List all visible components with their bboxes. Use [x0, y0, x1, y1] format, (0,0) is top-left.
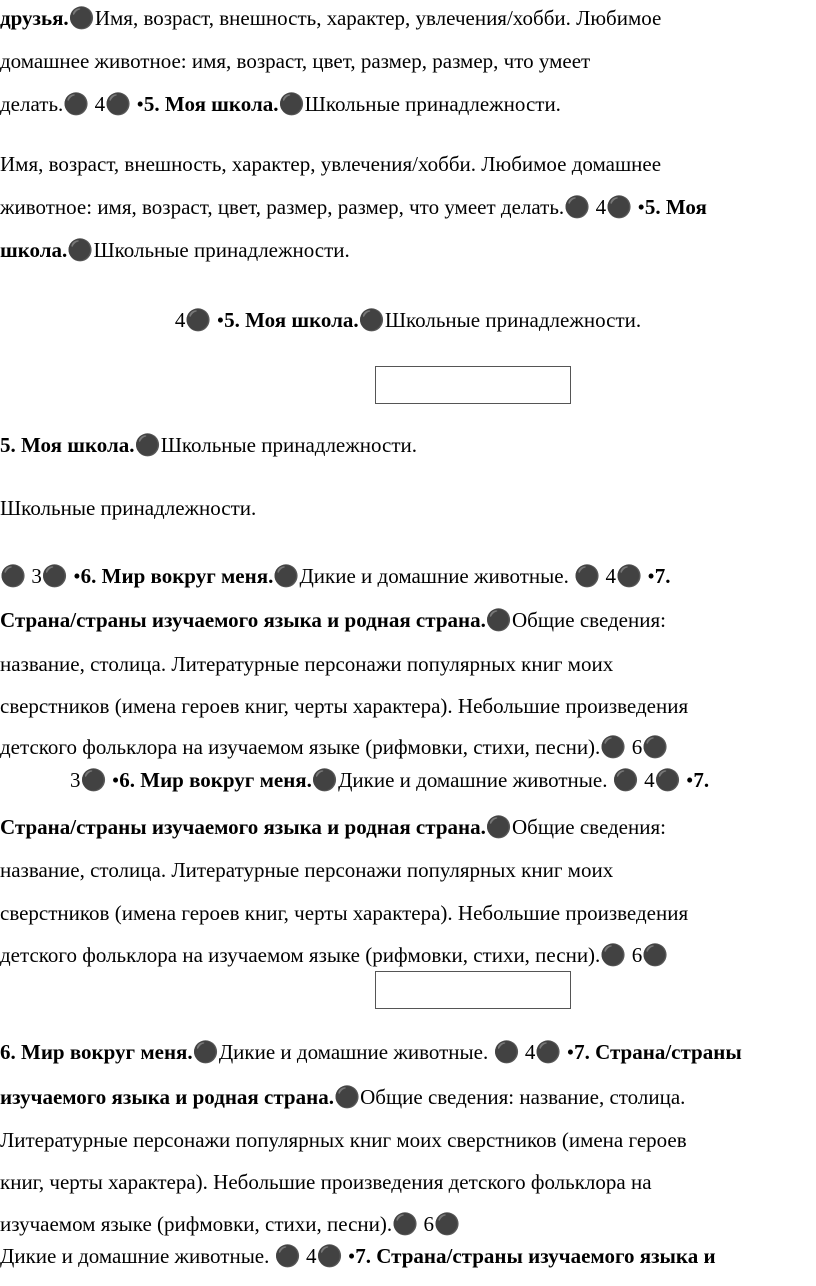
empty-frame [375, 366, 571, 404]
text-run: книг, черты характера). Небольшие произведения детского фольклора на [0, 1170, 652, 1194]
text-line [0, 306, 816, 334]
bold-text-run: 7. Страна/страны изучаемого языка и [355, 1244, 716, 1268]
text-run: ⚫Дикие и домашние животные. ⚫ 4⚫ • [192, 1040, 575, 1064]
text-line [70, 766, 709, 794]
text-run: ⚫Общие сведения: название, столица. [333, 1085, 686, 1109]
text-line [0, 4, 661, 32]
text-run: 3⚫ • [70, 768, 120, 792]
text-run: ⚫Общие сведения: [485, 815, 666, 839]
text-line [0, 899, 688, 927]
text-run: сверстников (имена героев книг, черты характера). Небольшие произведения [0, 901, 689, 925]
text-line [0, 431, 417, 459]
text-run: ⚫Школьные принадлежности. [67, 238, 350, 262]
text-run: ⚫Школьные принадлежности. [278, 92, 561, 116]
bold-text-run: 6. Мир вокруг меня. [80, 564, 274, 588]
bold-text-run: Страна/страны изучаемого языка и родная страна. [0, 608, 486, 632]
text-line [0, 562, 671, 590]
text-run: Дикие и домашние животные. ⚫ 4⚫ • [0, 1244, 356, 1268]
text-line [0, 856, 613, 884]
text-line [0, 1038, 742, 1066]
text-line [0, 1083, 685, 1111]
text-line [0, 494, 256, 522]
text-run: Литературные персонажи популярных книг моих сверстников (имена героев [0, 1128, 687, 1152]
text-line [0, 941, 668, 969]
bold-text-run: 6. Мир вокруг меня. [119, 768, 312, 792]
text-run: название, столица. Литературные персонажи популярных книг моих [0, 652, 614, 676]
text-run: животное: имя, возраст, цвет, размер, размер, что умеет делать.⚫ 4⚫ • [0, 195, 645, 219]
text-run: ⚫ [68, 6, 95, 30]
bold-text-run: изучаемого языка и родная страна. [0, 1085, 334, 1109]
bold-text-run: 7. [693, 768, 710, 792]
text-line [0, 193, 707, 221]
text-run: ⚫ 3⚫ • [0, 564, 81, 588]
bold-text-run: школа. [0, 238, 68, 262]
text-run: Школьные принадлежности. [0, 496, 257, 520]
text-line [0, 1242, 716, 1270]
text-line [0, 606, 666, 634]
text-run: Имя, возраст, внешность, характер, увлечения/хобби. Любимое домашнее [0, 152, 662, 176]
text-line [0, 236, 350, 264]
text-line [0, 1126, 687, 1154]
text-run: ⚫Дикие и домашние животные. ⚫ 4⚫ • [273, 564, 655, 588]
bold-text-run: 6. Мир вокруг меня. [0, 1040, 193, 1064]
empty-frame [375, 971, 571, 1009]
bold-text-run: 7. [654, 564, 671, 588]
text-line [0, 1210, 460, 1238]
text-run: ⚫Школьные принадлежности. [134, 433, 418, 457]
text-run: детского фольклора на изучаемом языке (рифмовки, стихи, песни).⚫ 6⚫ [0, 943, 669, 967]
text-line [0, 1168, 652, 1196]
bold-text-run: 5. Моя [644, 195, 707, 219]
bold-text-run: 7. Страна/страны [574, 1040, 742, 1064]
text-run: делать.⚫ 4⚫ • [0, 92, 144, 116]
text-run: изучаемом языке (рифмовки, стихи, песни).⚫ 6⚫ [0, 1212, 461, 1236]
bold-text-run: друзья. [0, 6, 69, 30]
text-run: название, столица. Литературные персонажи популярных книг моих [0, 858, 614, 882]
bold-text-run: 5. Моя школа. [224, 308, 359, 332]
text-run: домашнее животное: имя, возраст, цвет, размер, размер, что умеет [0, 49, 591, 73]
bold-text-run: 5. Моя школа. [143, 92, 279, 116]
text-run: Имя, возраст, внешность, характер, увлечения/хобби. Любимое [94, 6, 662, 30]
text-line [0, 47, 590, 75]
text-line [0, 150, 661, 178]
bold-text-run: Страна/страны изучаемого языка и родная страна. [0, 815, 486, 839]
bold-text-run: 5. Моя школа. [0, 433, 135, 457]
text-run: сверстников (имена героев книг, черты характера). Небольшие произведения [0, 694, 689, 718]
text-run: 4⚫ • [174, 308, 225, 332]
text-run: детского фольклора на изучаемом языке (рифмовки, стихи, песни).⚫ 6⚫ [0, 735, 669, 759]
text-line [0, 733, 668, 761]
text-run: ⚫Дикие и домашние животные. ⚫ 4⚫ • [311, 768, 694, 792]
text-run: ⚫Общие сведения: [485, 608, 666, 632]
text-line [0, 692, 688, 720]
text-line [0, 813, 666, 841]
text-run: ⚫Школьные принадлежности. [358, 308, 642, 332]
text-line [0, 650, 613, 678]
text-line [0, 90, 561, 118]
